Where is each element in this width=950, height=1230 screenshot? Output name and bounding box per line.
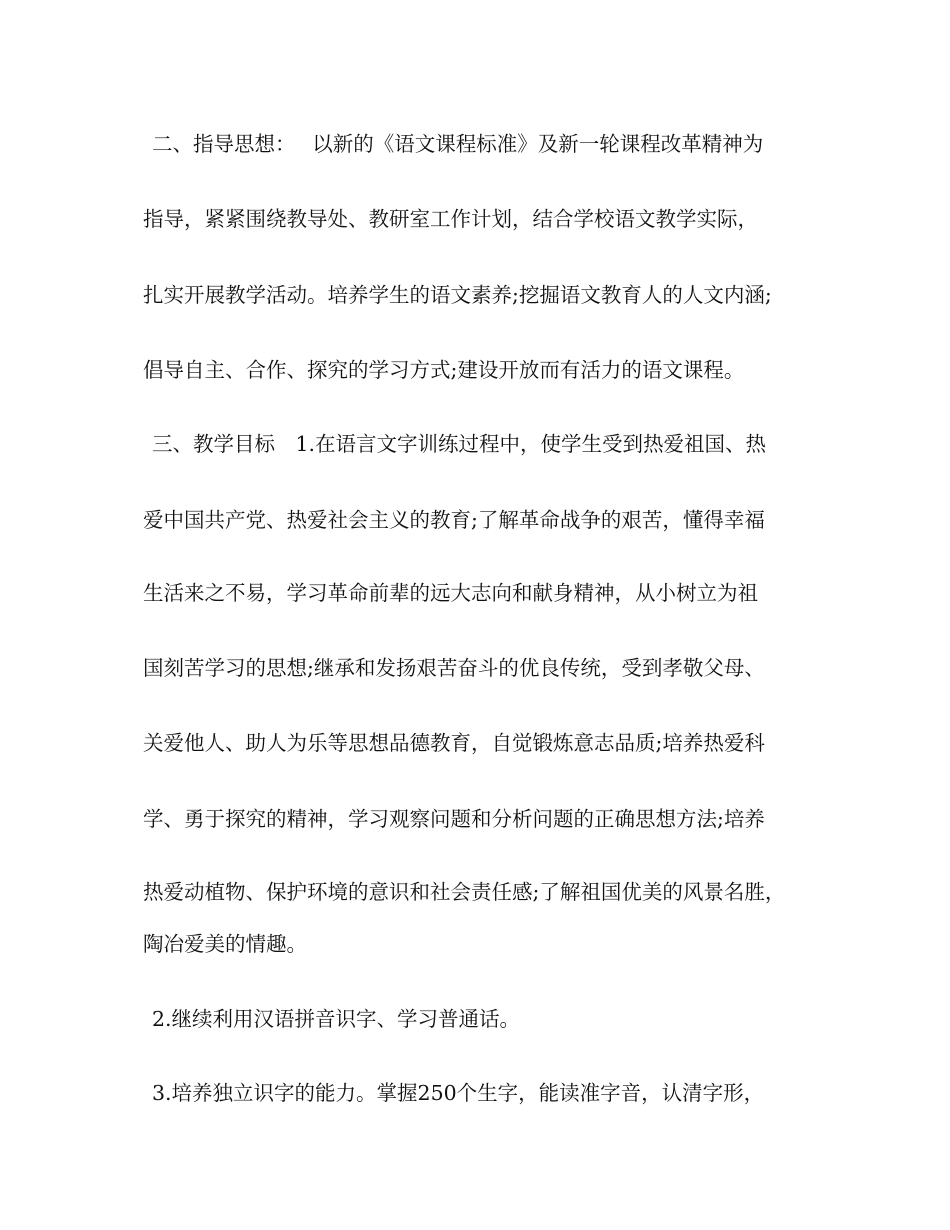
text-line: 指导，紧紧围绕教导处、教研室工作计划，结合学校语文教学实际，: [143, 207, 758, 231]
text-line: 陶冶爱美的情趣。: [143, 932, 307, 956]
text-line: 三、教学目标 1.在语言文字训练过程中，使学生受到热爱祖国、热: [152, 432, 767, 456]
text-line: 学、勇于探究的精神，学习观察问题和分析问题的正确思想方法;培养: [143, 807, 765, 831]
text-line: 倡导自主、合作、探究的学习方式;建设开放而有活力的语文课程。: [143, 358, 745, 382]
text-line: 2.继续利用汉语拼音识字、学习普通话。: [152, 1007, 521, 1031]
text-line: 扎实开展教学活动。培养学生的语文素养;挖掘语文教育人的人文内涵;: [143, 283, 772, 307]
text-line: 3.培养独立识字的能力。掌握250个生字，能读准字音，认清字形，: [152, 1081, 765, 1105]
text-line: 二、指导思想： 以新的《语文课程标准》及新一轮课程改革精神为: [152, 132, 764, 156]
text-line: 国刻苦学习的思想;继承和发扬艰苦奋斗的优良传统，受到孝敬父母、: [143, 656, 765, 680]
text-line: 关爱他人、助人为乐等思想品德教育，自觉锻炼意志品质;培养热爱科: [143, 731, 765, 755]
text-line: 热爱动植物、保护环境的意识和社会责任感;了解祖国优美的风景名胜，: [143, 880, 786, 904]
text-line: 生活来之不易，学习革命前辈的远大志向和献身精神，从小树立为祖: [143, 581, 758, 605]
text-line: 爱中国共产党、热爱社会主义的教育;了解革命战争的艰苦，懂得幸福: [143, 508, 765, 532]
